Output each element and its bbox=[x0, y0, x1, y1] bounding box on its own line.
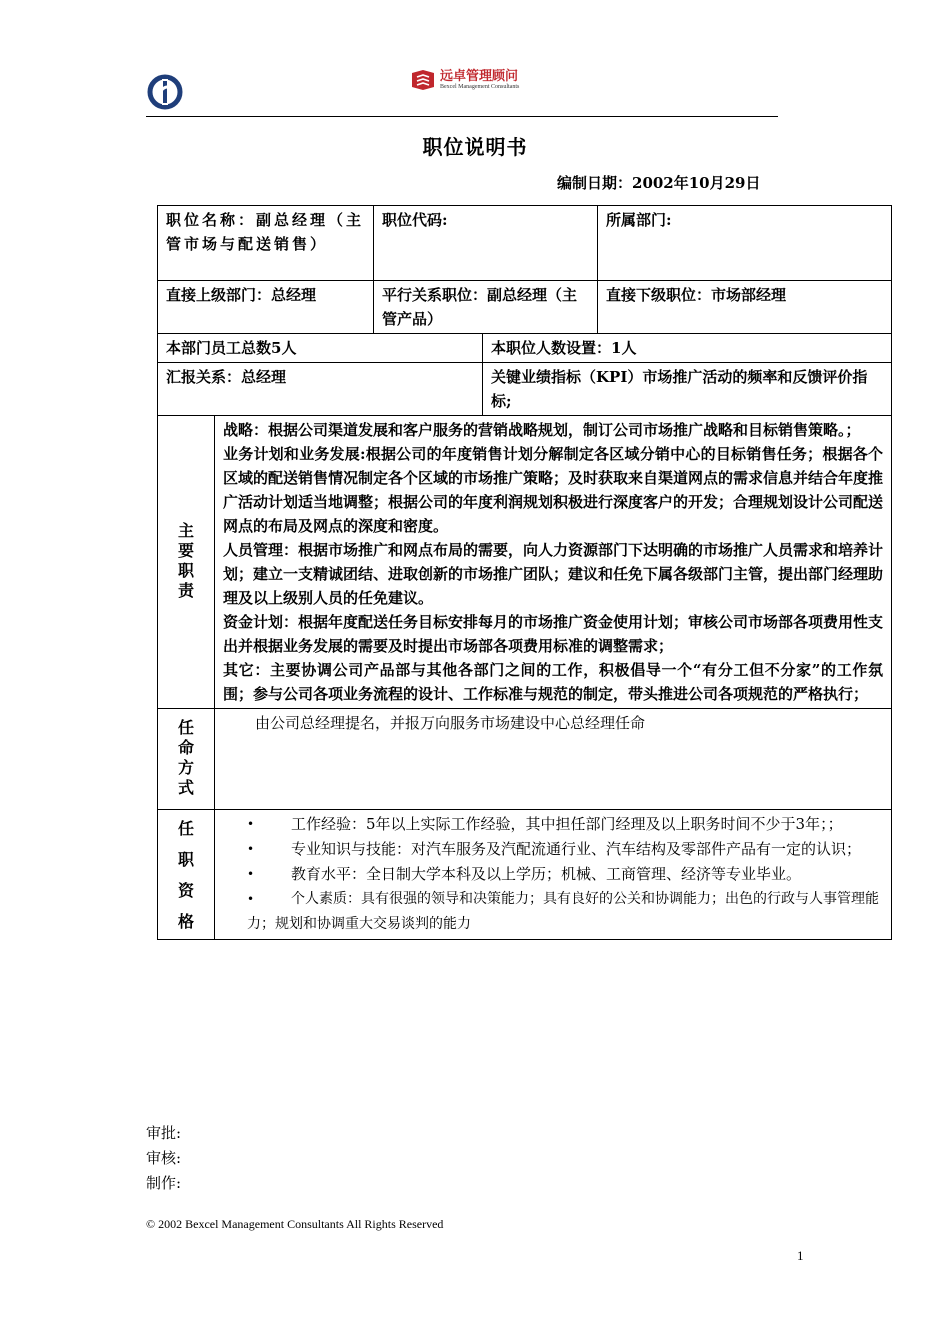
brand-mark-icon bbox=[410, 69, 436, 91]
qualifications-label-cell bbox=[158, 810, 215, 940]
table-row bbox=[158, 334, 892, 363]
bullet: • bbox=[247, 892, 255, 906]
list-item bbox=[247, 862, 883, 887]
position-name: 职位名称：副总经理（主管市场与配送销售） bbox=[166, 211, 365, 253]
job-description-table bbox=[157, 205, 892, 940]
position-code-cell bbox=[374, 206, 598, 281]
appointment-cell bbox=[215, 709, 892, 810]
appointment-label: 任命方式 bbox=[177, 718, 194, 797]
table-row bbox=[158, 363, 892, 416]
qualification-experience: 工作经验：5年以上实际工作经验，其中担任部门经理及以上职务时间不少于3年；； bbox=[291, 815, 843, 833]
superior-dept: 直接上级部门：总经理 bbox=[166, 286, 317, 304]
bullet: • bbox=[247, 817, 255, 831]
list-item bbox=[247, 812, 883, 837]
table-row bbox=[158, 281, 892, 334]
parallel-position: 平行关系职位：副总经理（主管产品） bbox=[382, 286, 578, 328]
duty-strategy: 战略：根据公司渠道发展和客户服务的营销战略规划，制订公司市场推广战略和目标销售策略。； bbox=[223, 421, 861, 439]
qualifications-label: 任职资格 bbox=[177, 818, 194, 931]
staff-total: 本部门员工总数5人 bbox=[166, 339, 297, 357]
report-to-cell bbox=[158, 363, 483, 416]
list-item bbox=[247, 837, 883, 862]
qualifications-cell bbox=[215, 810, 892, 940]
author-line: 制作: bbox=[146, 1174, 182, 1192]
header-divider bbox=[146, 116, 778, 117]
superior-dept-cell bbox=[158, 281, 374, 334]
department-cell bbox=[598, 206, 892, 281]
qualification-education: 教育水平：全日制大学本科及以上学历；机械、工商管理、经济等专业毕业。 bbox=[291, 865, 802, 883]
qualification-personal: 个人素质：具有很强的领导和决策能力；具有良好的公关和协调能力；出色的行政与人事管理能力；规划和协调重大交易谈判的能力 bbox=[247, 891, 879, 932]
company-logo-icon bbox=[146, 73, 184, 111]
duty-other: 其它：主要协调公司产品部与其他各部门之间的工作，积极倡导一个“有分工但不分家”的工作氛围；参与公司各项业务流程的设计、工作标准与规范的制定，带头推进公司各项规范的严格执行； bbox=[223, 661, 884, 703]
subordinate-position: 直接下级职位：市场部经理 bbox=[606, 286, 787, 304]
subordinate-cell bbox=[598, 281, 892, 334]
brand-logo bbox=[410, 67, 519, 93]
page-title: 职位说明书 bbox=[422, 135, 528, 159]
review-line: 审核: bbox=[146, 1149, 182, 1167]
page-number: 1 bbox=[797, 1248, 804, 1263]
copyright: © 2002 Bexcel Management Consultants All Rights Reserved bbox=[146, 1217, 444, 1231]
duty-business-plan: 业务计划和业务发展:根据公司的年度销售计划分解制定各区域分销中心的目标销售任务；根据各个区域的配送销售情况制定各个区域的市场推广策略；及时获取来自渠道网点的需求信息并结合年度推广活动计划适当地调整；根据公司的年度利润规划积极进行深度客户的开发；合理规划设计公司配送网点的布局及网点的深度和密度。 bbox=[223, 445, 884, 535]
headcount-cell bbox=[483, 334, 892, 363]
table-row bbox=[158, 416, 892, 709]
duties-label: 主要职责 bbox=[177, 521, 194, 600]
appointment-text: 由公司总经理提名，并报万向服务市场建设中心总经理任命 bbox=[255, 714, 646, 732]
duties-label-cell bbox=[158, 416, 215, 709]
brand-name-en: Bexcel Management Consultants bbox=[440, 83, 520, 90]
table-row bbox=[158, 709, 892, 810]
compile-date: 编制日期：2002年10月29日 bbox=[557, 174, 761, 192]
appointment-label-cell bbox=[158, 709, 215, 810]
duty-funding: 资金计划：根据年度配送任务目标安排每月的市场推广资金使用计划；审核公司市场部各项费用性支出并根据业务发展的需要及时提出市场部各项费用标准的调整需求； bbox=[223, 613, 884, 655]
kpi-cell bbox=[483, 363, 892, 416]
position-code: 职位代码: bbox=[382, 211, 448, 229]
duty-personnel: 人员管理：根据市场推广和网点布局的需要，向人力资源部门下达明确的市场推广人员需求和培养计划；建立一支精诚团结、进取创新的市场推广团队；建议和任免下属各级部门主管，提出部门经理助理及以上级别人员的任免建议。 bbox=[223, 541, 884, 607]
parallel-position-cell bbox=[374, 281, 598, 334]
department: 所属部门: bbox=[606, 211, 672, 229]
brand-name-cn: 远卓管理顾问 bbox=[440, 68, 519, 84]
kpi: 关键业绩指标（KPI）市场推广活动的频率和反馈评价指标; bbox=[491, 368, 868, 410]
qualification-skills: 专业知识与技能：对汽车服务及汽配流通行业、汽车结构及零部件产品有一定的认识； bbox=[291, 840, 862, 858]
bullet: • bbox=[247, 867, 255, 881]
table-row bbox=[158, 810, 892, 940]
staff-total-cell bbox=[158, 334, 483, 363]
list-item bbox=[247, 887, 883, 937]
duties-cell bbox=[215, 416, 892, 709]
table-row bbox=[158, 206, 892, 281]
report-to: 汇报关系：总经理 bbox=[166, 368, 287, 386]
headcount: 本职位人数设置：1人 bbox=[491, 339, 637, 357]
position-name-cell bbox=[158, 206, 374, 281]
approval-line: 审批: bbox=[146, 1124, 182, 1142]
bullet: • bbox=[247, 842, 255, 856]
